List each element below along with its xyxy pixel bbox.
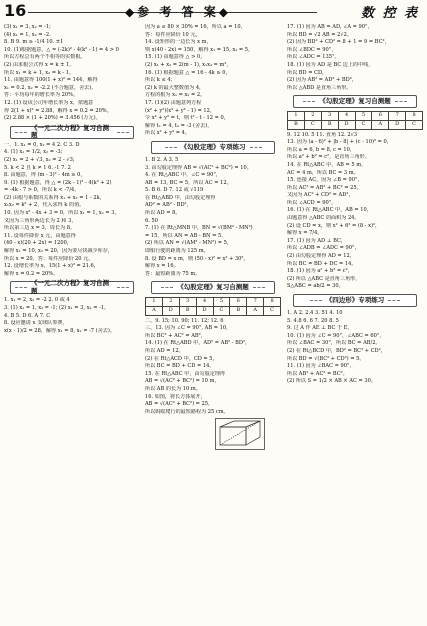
question-number-cell: 8 xyxy=(264,298,281,307)
answer-line: 5. k < 2 且 k ≠ 1 6. -1 7. 2 xyxy=(4,164,71,171)
section-heading: 《勾股定理》专项练习 xyxy=(151,141,275,154)
answer-line: 方程的根为 x₁ = x₂ = 2。 xyxy=(145,92,206,99)
answer-line: 所以 a² + b² = c²，是直角三角形。 xyxy=(287,154,370,161)
answer-line: 16. 如图，将长方体展开， xyxy=(145,393,206,400)
answer-line: 10. (1) 因为 ∠C = 90°，∠ABC = 60°， xyxy=(287,332,385,339)
answer-cell: D xyxy=(338,120,355,129)
answer-line: 18. (1) 因为 a² + b² = c²， xyxy=(287,268,353,275)
answer-line: (2) 所以 S = 1/2 × AB × AC = 30。 xyxy=(287,378,376,385)
answer-line: 所以 k ≤ 4； xyxy=(145,77,176,84)
answer-line: (2) 所以 △ABC 是直角三角形， xyxy=(287,275,361,282)
answer-line: AB = √(AC² + BC²) = 10 m， xyxy=(145,378,220,385)
section-heading: 《勾股定理》复习自测题 xyxy=(293,95,417,108)
answer-line: 3. (1) x₁ = 1, x₂ = -1; (2) x₁ = 3, x₂ = -1。 xyxy=(4,305,110,311)
answer-line: 3. 由勾股定理得 AB = √(AC² + BC²) = 10。 xyxy=(145,164,252,171)
section-heading: 《勾股定理》复习自测题 xyxy=(151,281,275,294)
answer-cell: D xyxy=(196,307,213,316)
answer-line: 所以 BD = √2 AB = 2√2。 xyxy=(287,31,352,38)
answer-line: 所以蚂蚁爬行的最短路程为 25 cm。 xyxy=(145,408,229,415)
answer-line: 所以 BC = BD + CD = 14。 xyxy=(145,363,215,370)
answer-line: (2) 因为 AB² = AD² + BD²， xyxy=(287,77,357,84)
answer-line: 14. 设矩形的一边长为 x m， xyxy=(145,39,212,46)
answer-line: AD² = AB² - BD²， xyxy=(145,202,192,209)
answer-line: 所以 AB 的长为 10 m。 xyxy=(145,385,201,392)
answer-line: 4. B 5. D 6. A 7. C xyxy=(4,312,51,319)
answers-block xyxy=(4,24,140,123)
answer-cell: C xyxy=(264,307,281,316)
question-number-cell: 5 xyxy=(213,298,230,307)
question-number-cell: 2 xyxy=(304,112,321,121)
answer-line: (2) 设 CD = x，则 x² + 6² = (8 - x)²， xyxy=(287,222,381,229)
question-number-cell: 6 xyxy=(230,298,247,307)
cuboid-figure xyxy=(215,418,265,450)
page-number: 16 xyxy=(4,1,27,20)
answer-line: 解得 x = 0.2 = 20%。 xyxy=(4,270,59,277)
answer-line: 14. 在 Rt△ABC 中，AB = 5 m， xyxy=(287,161,367,168)
answer-line: 解得 t₁ = 4, t₂ = -3 (舍去)， xyxy=(145,122,213,129)
column-middle xyxy=(145,24,281,622)
answer-line: 8. 设 BD = x m，则 (50 - x)² = x² + 30²， xyxy=(145,255,249,262)
answer-line: 在 Rt△ABD 中，由勾股定理得 xyxy=(145,194,216,201)
answer-line: 10. 因为 x² - 4x + 3 = 0，所以 x₁ = 1, x₂ = 3， xyxy=(4,210,120,217)
answer-line: 所以 x² + y² = 4。 xyxy=(145,130,190,137)
answer-line: 18. (1) 因为 AD 是 BC 边上的中线， xyxy=(287,61,374,68)
answer-line: = -4k - 7 > 0，所以 k < -7/4。 xyxy=(4,187,80,194)
answer-cell: C xyxy=(213,307,230,316)
answer-line: 得 2(1 + x)² = 2.88，解得 x = 0.2 = 20%。 xyxy=(4,107,112,114)
question-number-cell: 1 xyxy=(288,112,305,121)
answer-line: (2) 由求根公式得 x = k ± 1， xyxy=(4,61,75,68)
answer-cell: B xyxy=(321,120,338,129)
answer-line: (3) x₁ = 3, x₂ = -1; xyxy=(4,24,51,30)
answer-line: 11. 由题意得 100(1 + x)² = 144，解得 xyxy=(4,77,98,84)
answer-line: 所以 ∠BDC = 90°， xyxy=(287,46,337,53)
answer-cell: D xyxy=(162,307,179,316)
answer-line: 所以 a = 6, b = 8, c = 10， xyxy=(287,146,356,153)
answer-line: x₁ = 0.2, x₂ = -2.2 (不合题意，舍去)。 xyxy=(4,84,97,91)
answer-line: (40 - x)(20 + 2x) = 1200， xyxy=(4,240,72,247)
answer-line: 三、13. 因为 ∠C = 90°, AB = 10, xyxy=(145,325,228,332)
answer-line: AB = 13, BC = 5，所以 AC = 12。 xyxy=(145,179,232,186)
answer-line: 又因为三角形两边长为 2 和 3， xyxy=(4,217,77,224)
answer-line: 即船行驶的距离为 125 m。 xyxy=(145,248,209,255)
section-heading: 《一元二次方程》复习自测题 xyxy=(10,281,134,294)
answer-line: 7. (1) 在 Rt△MNB 中，BN = √(BM² - MN²) xyxy=(145,225,253,232)
answers-block xyxy=(287,310,423,386)
answer-line: 答：每件应降价 10 元。 xyxy=(145,31,201,38)
answer-line: 16. (1) 根据题意 △ = 16 - 4k ≥ 0， xyxy=(145,69,231,76)
answer-line: 11. (1) 因为 ∠BAC = 90°， xyxy=(287,363,355,370)
answer-line: (2) 在 Rt△ACD 中，CD = 5， xyxy=(145,355,218,362)
answer-line: 1. A 2. 2.4 3. 51 4. 10 xyxy=(287,310,343,316)
table-header-row xyxy=(146,298,281,307)
question-number-cell: 2 xyxy=(162,298,179,307)
answer-cell: C xyxy=(406,120,423,129)
answer-line: 令 x² + y² = t，则 t² - t - 12 = 0， xyxy=(145,115,229,122)
answer-line: 1. B 2. A 3. 5 xyxy=(145,156,179,163)
answer-line: 所以 BC = BD + DC = 14。 xyxy=(287,260,357,267)
answers-block xyxy=(145,24,281,138)
answer-line: 17. (1) 因为 AD ⊥ BC， xyxy=(287,237,346,244)
answer-line: 12. (1) 设该公司年增长率为 x，依题意 xyxy=(4,99,94,106)
answer-line: 所以 AD = 8。 xyxy=(145,210,181,217)
answer-line: 8. 由题意，得 (m - 3)² - 4m ≥ 0， xyxy=(4,172,86,179)
answer-line: (2) 所以 AN = √(AM² - MN²) = 5， xyxy=(145,240,232,247)
table-row xyxy=(288,120,423,129)
answer-line: 12. 设增长率为 x，15(1 + x)² = 21.6， xyxy=(4,263,99,270)
answer-line: 所以 x₁ = k + 1, x₂ = k - 1。 xyxy=(4,69,75,76)
answer-line: 1. x₁ = 2, x₂ = -2 2. 0 或 4 xyxy=(4,297,70,304)
answer-line: 所以 BD = CD， xyxy=(287,69,328,76)
answer-line: 10. (1)根据题意，△ = (-2k)² - 4(k² - 1) = 4 > 0 xyxy=(4,46,119,53)
answer-cell: A xyxy=(247,307,264,316)
section-heading: 《四边形》专项练习 xyxy=(293,294,417,307)
answer-cell: A xyxy=(146,307,163,316)
answer-line: 解得 x₁ = 10, x₂ = 20，因为要尽快减少库存， xyxy=(4,248,113,255)
answer-line: 答：平均每年的增长率为 20%。 xyxy=(4,92,79,99)
column-left xyxy=(4,24,140,622)
answers-block xyxy=(4,297,140,335)
answer-line: 9. 12 10. 5 11. 直角 12. 2√3 xyxy=(287,131,358,138)
answers-block xyxy=(145,157,281,279)
answer-line: 11. 设每件降价 x 元，由题意得 xyxy=(4,232,76,239)
answer-line: 由题意得 △ABC 的面积为 24。 xyxy=(287,215,360,222)
page-title: ◆参 考 答 案◆ xyxy=(125,5,231,19)
answer-line: 16. (1) 在 Rt△ABC 中，AB = 10， xyxy=(287,207,372,214)
answer-line: (2) 由勾股定理得 AD = 12， xyxy=(287,253,355,260)
answer-line: 所以 AC² = AB² + BC² = 25， xyxy=(287,184,362,191)
answer-line: 8. 设应邀请 x 支球队参赛， xyxy=(4,320,68,327)
answer-table xyxy=(145,297,281,315)
column-right xyxy=(287,24,423,622)
answer-line: 又因为 AC² + CD² = AD²， xyxy=(287,192,354,199)
answers-block xyxy=(287,24,423,92)
answers-block xyxy=(4,142,140,279)
answer-line: (2) x₁ = 2 + √3, x₂ = 2 - √3; xyxy=(4,156,75,163)
answer-line: 6. 50 xyxy=(145,217,158,224)
answer-line: 所以第三边 x = 3，周长为 8。 xyxy=(4,225,76,232)
answer-line: 二、9. 15; 10. 90; 11. 12; 12. 6 xyxy=(145,317,224,324)
answer-cell: B xyxy=(230,307,247,316)
answer-line: (2) 因为 BD² + CD² = 8 + 1 = 9 = BC²， xyxy=(287,39,390,46)
answer-line: 所以 ∠BAC = 30°，所以 BC = AB/2。 xyxy=(287,340,381,347)
answer-line: 则 x(40 - 2x) = 150，解得 x₁ = 15, x₂ = 5。 xyxy=(145,46,254,53)
answer-line: 9. (1) 根据题意，得 △ = (2k - 1)² - 4(k² + 2) xyxy=(4,179,112,186)
answer-line: 15. 在 Rt△ABC 中，由勾股定理得 xyxy=(145,370,226,377)
answer-line: 因为 a ≤ 80 × 30% = 16，所以 a = 10， xyxy=(145,24,246,30)
question-number-cell: 5 xyxy=(355,112,372,121)
section-heading: 《一元二次方程》复习自测题 xyxy=(10,126,134,139)
answer-line: (2) 由根与系数的关系得 x₁ + x₂ = 1 - 2k， xyxy=(4,194,105,201)
answer-line: 一、1. x₁ = 0, x₂ = 4 2. C 3. D xyxy=(4,141,80,148)
answer-line: 4. (1) x₁ = 1/2, x₂ = -3; xyxy=(4,149,63,156)
answer-line: (2) 2.88 × (1 + 20%) = 3.456 (万元)。 xyxy=(4,115,101,122)
answer-cell: C xyxy=(355,120,372,129)
answer-line: 答：最短距离为 75 m。 xyxy=(145,270,201,277)
question-number-cell: 1 xyxy=(146,298,163,307)
brand-logo: 数 控 表 xyxy=(360,6,419,21)
answer-line: 8. B 9. m ≥ -1/4 10. ±1 xyxy=(4,39,64,46)
answer-line: 13. 因为 (a - 6)² + |b - 8| + (c - 10)² = 0， xyxy=(287,139,392,146)
answer-line: (4) x₁ = 1, x₂ = -2. xyxy=(4,31,51,38)
page-header xyxy=(0,0,427,22)
answer-line: (x² + y²)(x² + y² - 1) = 12， xyxy=(145,107,215,114)
answer-line: 14. (1) 在 Rt△ABD 中，AD² = AB² - BD²， xyxy=(145,340,251,347)
question-number-cell: 7 xyxy=(389,112,406,121)
answer-line: 15. (1) 由题意得 △ > 0， xyxy=(145,54,206,61)
answer-line: (2) 在 Rt△BCD 中，BD² = BC² + CD²， xyxy=(287,347,386,354)
answer-line: AC = 4 m，所以 BC = 3 m。 xyxy=(287,169,359,176)
table-row xyxy=(146,307,281,316)
answer-line: 所以 x = 20。答：每件应降价 20 元。 xyxy=(4,255,94,262)
answer-line: 所以 ∠ADC = 135°。 xyxy=(287,54,340,61)
question-number-cell: 8 xyxy=(406,112,423,121)
answer-table xyxy=(287,111,423,129)
answers-block xyxy=(287,132,423,291)
answer-line: 所以 BD = √(BC² + CD²) = 5。 xyxy=(287,355,365,362)
answer-line: AB = √(AC² + BC²) = 25， xyxy=(145,401,214,408)
answer-cell: B xyxy=(179,307,196,316)
answer-line: 所以 AD = 12。 xyxy=(145,347,184,354)
answer-line: x₁x₂ = k² + 2，代入求得 k 的值。 xyxy=(4,202,85,209)
answer-line: 解得 x = 7/4。 xyxy=(287,230,323,237)
answer-cell: C xyxy=(304,120,321,129)
answer-line: 所以 ∠ACD = 90°。 xyxy=(287,199,337,206)
answer-line: 9. 过 A 作 AE ⊥ BC 于 E， xyxy=(287,325,353,332)
question-number-cell: 4 xyxy=(338,112,355,121)
answer-cell: A xyxy=(372,120,389,129)
answer-line: 15. 连接 AC，因为 ∠B = 90°， xyxy=(287,177,363,184)
answer-line: 17. (1)(2) 由题意列方程 xyxy=(145,99,202,106)
question-number-cell: 4 xyxy=(196,298,213,307)
answer-line: x(x - 1)/2 = 28，解得 x₁ = 8, x₂ = -7 (舍去)。 xyxy=(4,327,115,334)
answer-line: 解得 x = 16。 xyxy=(145,263,179,270)
answer-line: 5. B 6. D 7. 12 或 √119 xyxy=(145,187,204,194)
answer-line: S△ABC = ab/2 = 30。 xyxy=(287,283,344,290)
answer-line: 5. 4.8 6. 6 7. 20 8. 5 xyxy=(287,317,339,324)
question-number-cell: 6 xyxy=(372,112,389,121)
question-number-cell: 3 xyxy=(179,298,196,307)
answer-cell: B xyxy=(288,120,305,129)
answer-line: (2) k 的最大整数值为 4， xyxy=(145,84,205,91)
answer-line: = 15，所以 AN = AB - BN = 5， xyxy=(145,232,227,239)
answer-line: 所以 △ABD 是直角三角形。 xyxy=(287,84,352,91)
answer-cell: D xyxy=(389,120,406,129)
question-number-cell: 3 xyxy=(321,112,338,121)
answer-line: 所以方程总有两个不相等的实数根。 xyxy=(4,54,86,61)
answer-line: (2) x₁ + x₂ = 2(m - 1), x₁x₂ = m²， xyxy=(145,61,232,68)
answer-line: 17. (1) 因为 AB = AD, ∠A = 90°， xyxy=(287,24,373,30)
answer-line: 所以 AB² + AC² = BC²。 xyxy=(287,370,348,377)
answer-line: 所以 ∠ADB = ∠ADC = 90°， xyxy=(287,245,360,252)
answer-line: 4. 在 Rt△ABC 中，∠C = 90°， xyxy=(145,172,222,179)
answers-block xyxy=(145,318,281,417)
answer-line: 所以 BC² + AC² = AB²， xyxy=(145,332,206,339)
question-number-cell: 7 xyxy=(247,298,264,307)
table-header-row xyxy=(288,112,423,121)
